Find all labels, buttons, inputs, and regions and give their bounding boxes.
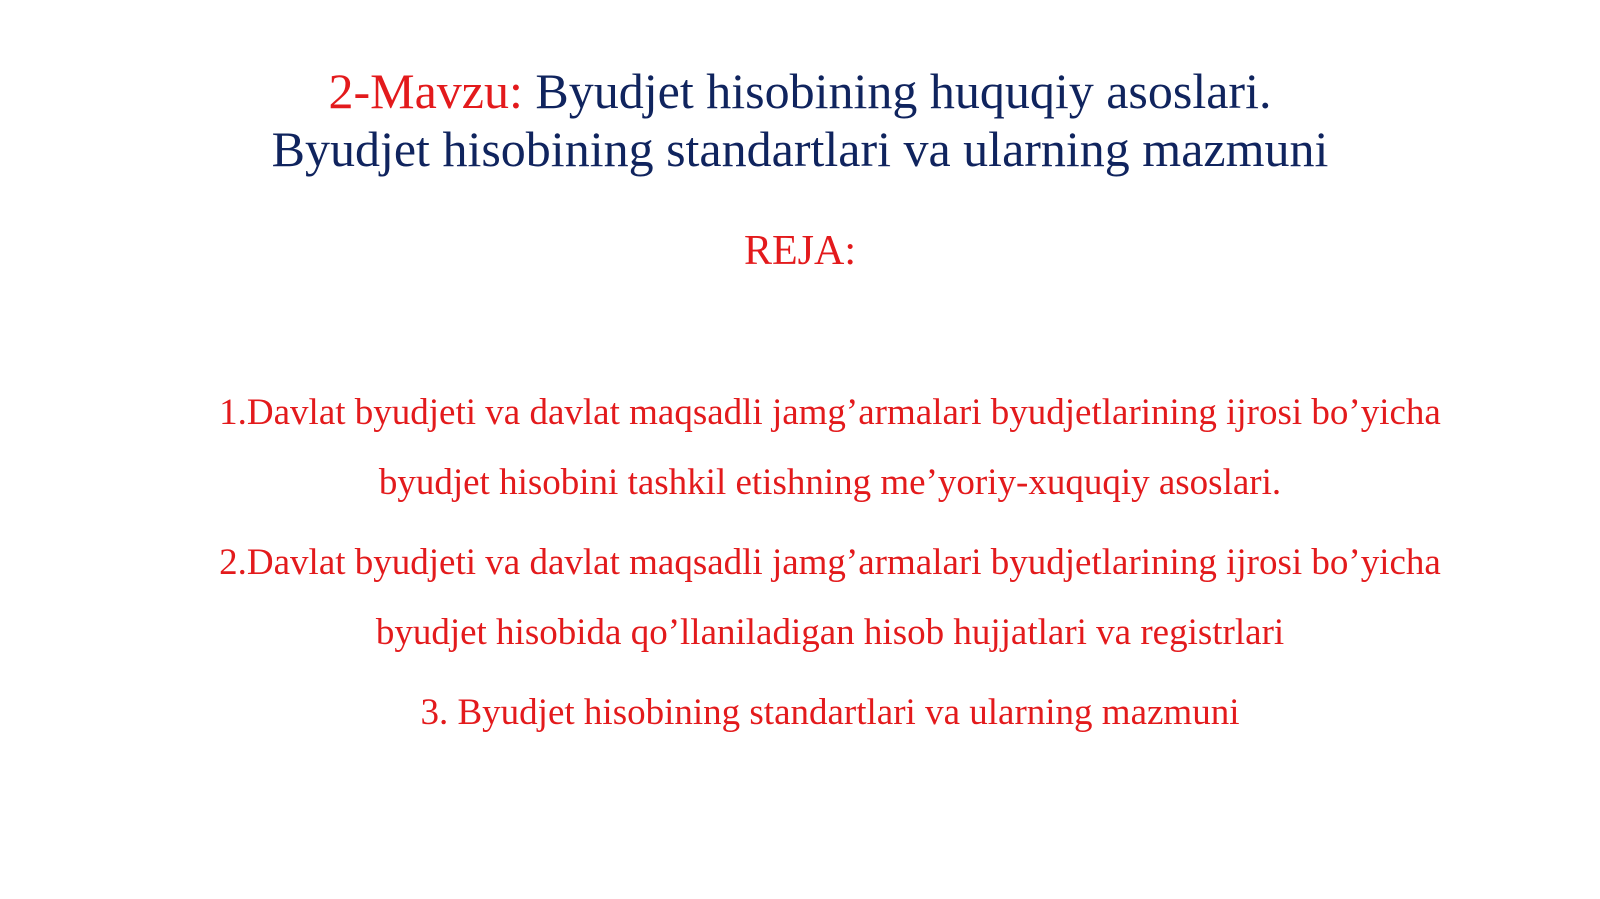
- plan-item-2-line-1: 2.Davlat byudjeti va davlat maqsadli jamg’armalari byudjetlarining ijrosi bo’yicha: [219, 542, 1441, 583]
- plan-item-2-line-2: byudjet hisobida qo’llaniladigan hisob hujjatlari va registrlari: [375, 612, 1285, 653]
- title-line-1: [0, 62, 1600, 120]
- plan-item-3-line-1: 3. Byudjet hisobining standartlari va ularning mazmuni: [420, 692, 1240, 733]
- slide-title: [0, 62, 1600, 178]
- title-line-1-text: Byudjet hisobining huquqiy asoslari.: [535, 63, 1272, 119]
- plan-heading: REJA:: [743, 228, 856, 274]
- plan-item-1-line-2: byudjet hisobini tashkil etishning me’yoriy-xuquqiy asoslari.: [378, 462, 1282, 503]
- plan-item-1: [150, 378, 1510, 518]
- plan-item-1-line-1: 1.Davlat byudjeti va davlat maqsadli jamg’armalari byudjetlarining ijrosi bo’yicha: [219, 392, 1441, 433]
- plan-item-2: [150, 528, 1510, 668]
- plan-item-3: [150, 678, 1510, 748]
- plan-list: [150, 378, 1510, 758]
- title-line-2: Byudjet hisobining standartlari va ularning mazmuni: [271, 121, 1329, 177]
- topic-label: 2-Mavzu:: [328, 63, 523, 119]
